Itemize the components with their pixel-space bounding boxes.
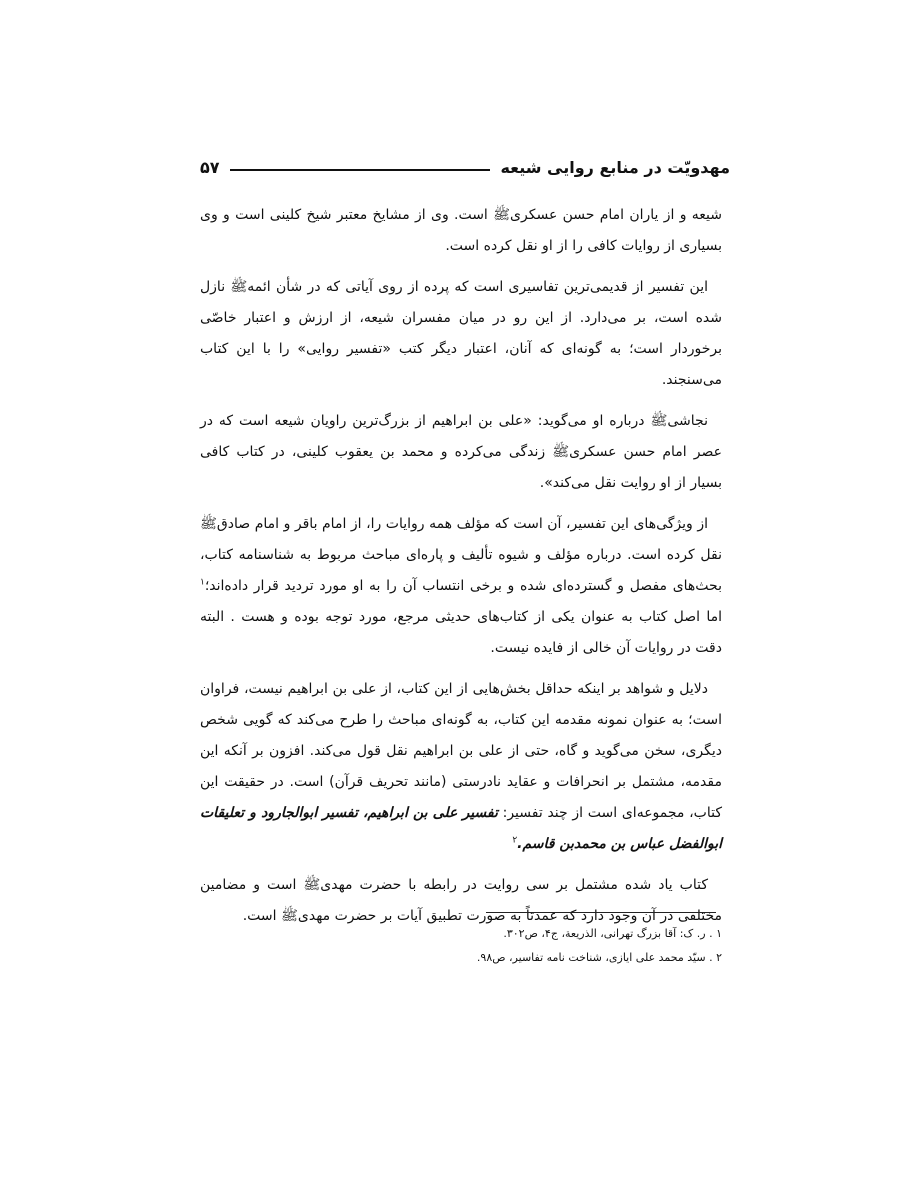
page-header bbox=[200, 152, 730, 182]
footnote-ref-1[interactable]: ۱ bbox=[200, 577, 205, 588]
paragraph-3: نجاشیﷺ درباره او می‌گوید: «علی بن ابراهیم از بزرگ‌ترین راویان شیعه است که در عصر امام حسن عسکریﷺ زندگی می‌کرده و محمد بن یعقوب کلینی، در کتاب کافی بسیار از او روایت نقل می‌کند». bbox=[200, 413, 722, 491]
footnote-1: ۱ . ر. ک: آقا بزرگ تهرانی، الذریعة، ج۴، ص۳۰۲. bbox=[503, 927, 722, 940]
paragraph-5 bbox=[200, 674, 722, 860]
body-text bbox=[200, 200, 722, 942]
tafsir-list: تفسیر علی بن ابراهیم، تفسیر ابوالجارود و تعلیقات ابوالفضل عباس بن محمدبن قاسم. bbox=[200, 805, 722, 852]
footnote-2: ۲ . سیّد محمد علی ایازی، شناخت نامه تفاسیر، ص۹۸. bbox=[476, 951, 722, 964]
footnote-ref-2[interactable]: ۲ bbox=[512, 835, 518, 846]
footnote-rule bbox=[486, 912, 716, 913]
page-number: ۵۷ bbox=[200, 157, 220, 177]
paragraph-1: شیعه و از یاران امام حسن عسکریﷺ است. وی از مشایخ معتبر شیخ کلینی است و وی بسیاری از روایات کافی را از او نقل کرده است. bbox=[200, 207, 722, 254]
paragraph-6: کتاب یاد شده مشتمل بر سی روایت در رابطه با حضرت مهدیﷺ است و مضامین مختلفی در آن وجود دارد که عمدتاً به صورت تطبیق آیات بر حضرت مهدیﷺ است. bbox=[200, 877, 722, 924]
running-title: مهدویّت در منابع روایی شیعه bbox=[500, 157, 730, 177]
paragraph-5-text: دلایل و شواهد بر اینکه حداقل بخش‌هایی از این کتاب، از علی بن ابراهیم نیست، فراوان است؛ به عنوان نمونه مقدمه این کتاب، به گونه‌ای مباحث را طرح می‌کند که گویی شخص دیگری، سخن می‌گوید و گاه، حتی از علی بن ابراهیم نقل قول می‌کند. افزون بر آنکه این مقدمه، مشتمل بر انحرافات و عقاید نادرستی (مانند تحریف قرآن) است. در حقیقت این کتاب، مجموعه‌ای است از چند تفسیر: bbox=[200, 681, 722, 821]
header-rule bbox=[230, 169, 491, 171]
paragraph-4-tail: اما اصل کتاب به عنوان یکی از کتاب‌های حدیثی مرجع، مورد توجه بوده و هست . البته دقت در روایات آن خالی از فایده نیست. bbox=[200, 609, 722, 656]
footnotes bbox=[200, 922, 722, 970]
paragraph-4 bbox=[200, 509, 722, 664]
paragraph-2: این تفسیر از قدیمی‌ترین تفاسیری است که پرده از روی آیاتی که در شأن ائمهﷺ نازل شده است، بر می‌دارد. از این رو در میان مفسران شیعه، از ارزش و اعتبار خاصّی برخوردار است؛ به گونه‌ای که آنان، اعتبار دیگر کتب «تفسیر روایی» را با این کتاب می‌سنجند. bbox=[200, 279, 722, 388]
paragraph-4-text: از ویژگی‌های این تفسیر، آن است که مؤلف همه روایات را، از امام باقر و امام صادقﷺ نقل کرده است. درباره مؤلف و شیوه تألیف و پاره‌ای مباحث مربوط به شناسنامه کتاب، بحث‌های مفصل و گسترده‌ای شده و برخی انتساب آن را به او مورد تردید قرار داده‌اند؛ bbox=[200, 516, 722, 594]
